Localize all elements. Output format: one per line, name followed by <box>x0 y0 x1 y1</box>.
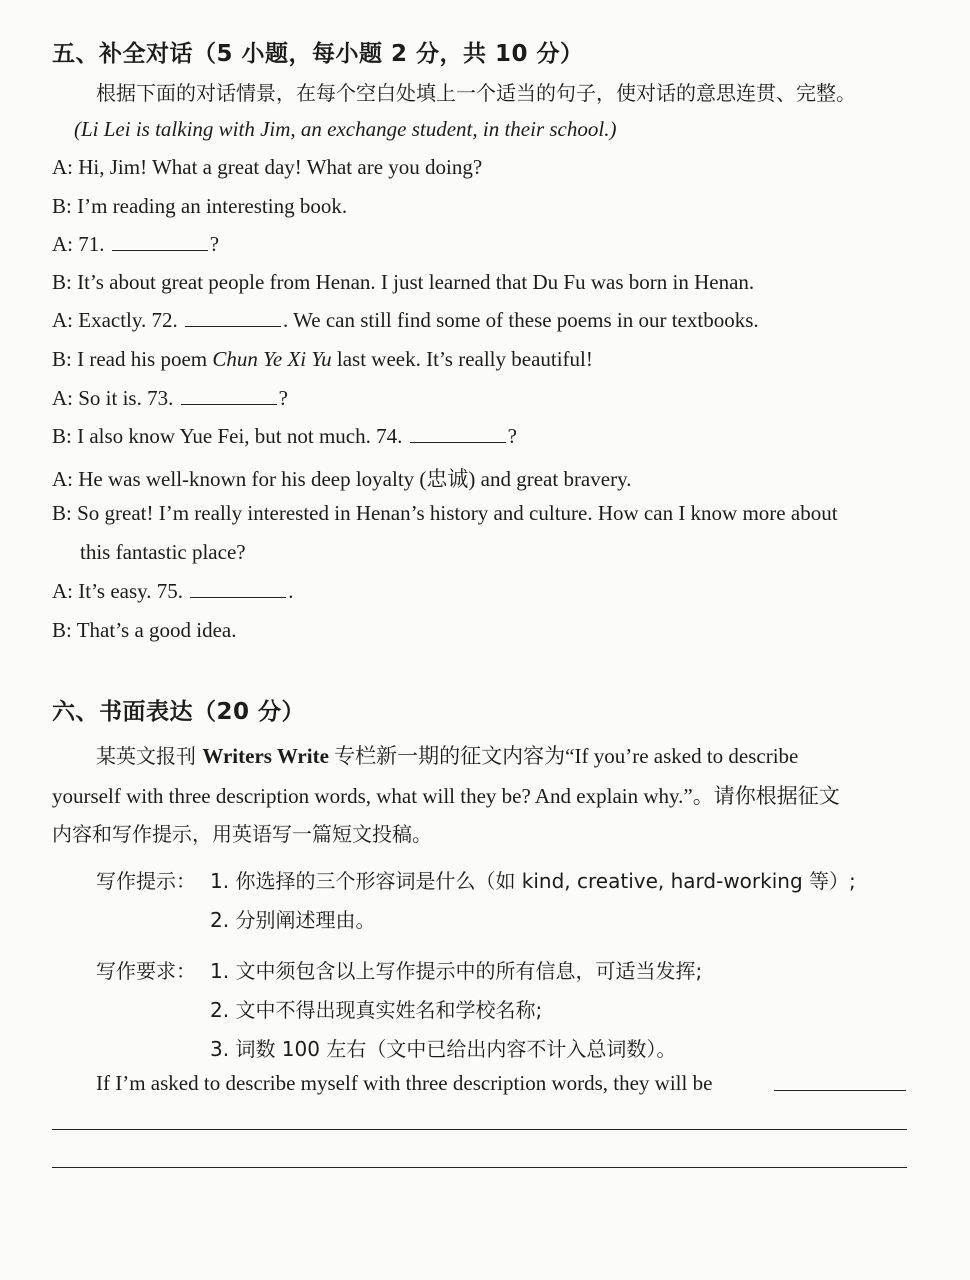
line-prefix: A: 71. <box>52 232 105 256</box>
answer-blank-72[interactable] <box>185 308 281 327</box>
line-prefix: B: I also know Yue Fei, but not much. 74. <box>52 424 403 448</box>
dialogue-line-13: B: That’s a good idea. <box>52 618 237 642</box>
line-suffix: ? <box>209 232 220 256</box>
dialogue-line-10: B: So great! I’m really interested in Henan’s history and culture. How can I know more about <box>52 501 838 525</box>
hints-label: 写作提示： <box>96 869 196 893</box>
line-suffix: last week. It’s really beautiful! <box>331 347 593 371</box>
dialogue-line-71 <box>52 232 219 257</box>
poem-title: Chun Ye Xi Yu <box>212 347 332 371</box>
dialogue-context: (Li Lei is talking with Jim, an exchange student, in their school.) <box>74 117 617 141</box>
line-prefix: A: So it is. 73. <box>52 386 174 410</box>
prompt-line-2: yourself with three description words, what will they be? And explain why.”。请你根据征文 <box>52 784 840 808</box>
line-suffix: ? <box>278 386 288 410</box>
essay-blank[interactable] <box>774 1090 906 1091</box>
section-5-heading: 五、补全对话（5 小题，每小题 2 分，共 10 分） <box>52 41 584 67</box>
line-suffix: . We can still find some of these poems in our textbooks. <box>283 308 759 332</box>
dialogue-line-11: this fantastic place? <box>80 540 246 564</box>
writing-line-1[interactable] <box>52 1129 907 1130</box>
requirement-2: 2. 文中不得出现真实姓名和学校名称; <box>210 998 543 1022</box>
line-prefix: A: It’s easy. 75. <box>52 579 184 603</box>
dialogue-line-73 <box>52 386 288 411</box>
dialogue-line-9: A: He was well-known for his deep loyalty (忠诚) and great bravery. <box>52 467 632 491</box>
answer-blank-75[interactable] <box>190 579 286 598</box>
prompt-text: 某英文报刊 <box>96 744 203 768</box>
line-prefix: B: I read his poem <box>52 347 213 371</box>
prompt-text: 专栏新一期的征文内容为“If you’re asked to describe <box>328 744 799 768</box>
dialogue-line-75 <box>52 579 294 604</box>
dialogue-line-4: B: It’s about great people from Henan. I just learned that Du Fu was born in Henan. <box>52 270 755 294</box>
line-suffix: ? <box>507 424 517 448</box>
writing-line-2[interactable] <box>52 1167 907 1168</box>
answer-blank-71[interactable] <box>112 232 208 251</box>
answer-blank-74[interactable] <box>410 424 506 443</box>
section-6-heading: 六、书面表达（20 分） <box>52 699 306 725</box>
hint-1: 1. 你选择的三个形容词是什么（如 kind, creative, hard-working 等）; <box>210 869 856 893</box>
column-name: Writers Write <box>202 744 329 768</box>
requirements-label: 写作要求： <box>96 959 196 983</box>
section-5-instruction: 根据下面的对话情景，在每个空白处填上一个适当的句子，使对话的意思连贯、完整。 <box>96 81 856 105</box>
prompt-line-3: 内容和写作提示，用英语写一篇短文投稿。 <box>52 822 432 846</box>
answer-blank-73[interactable] <box>181 386 277 405</box>
dialogue-line-1: A: Hi, Jim! What a great day! What are you doing? <box>52 155 483 179</box>
dialogue-line-74 <box>52 424 517 449</box>
dialogue-line-2: B: I’m reading an interesting book. <box>52 194 348 218</box>
dialogue-line-6 <box>52 347 593 372</box>
requirement-3: 3. 词数 100 左右（文中已给出内容不计入总词数）。 <box>210 1037 677 1061</box>
requirement-1: 1. 文中须包含以上写作提示中的所有信息，可适当发挥; <box>210 959 703 983</box>
prompt-line-1 <box>96 740 798 770</box>
hint-2: 2. 分别阐述理由。 <box>210 908 376 932</box>
dialogue-line-72 <box>52 308 759 333</box>
line-prefix: A: Exactly. 72. <box>52 308 178 332</box>
essay-starter: If I’m asked to describe myself with three description words, they will be <box>96 1071 713 1095</box>
line-suffix: . <box>288 579 294 603</box>
